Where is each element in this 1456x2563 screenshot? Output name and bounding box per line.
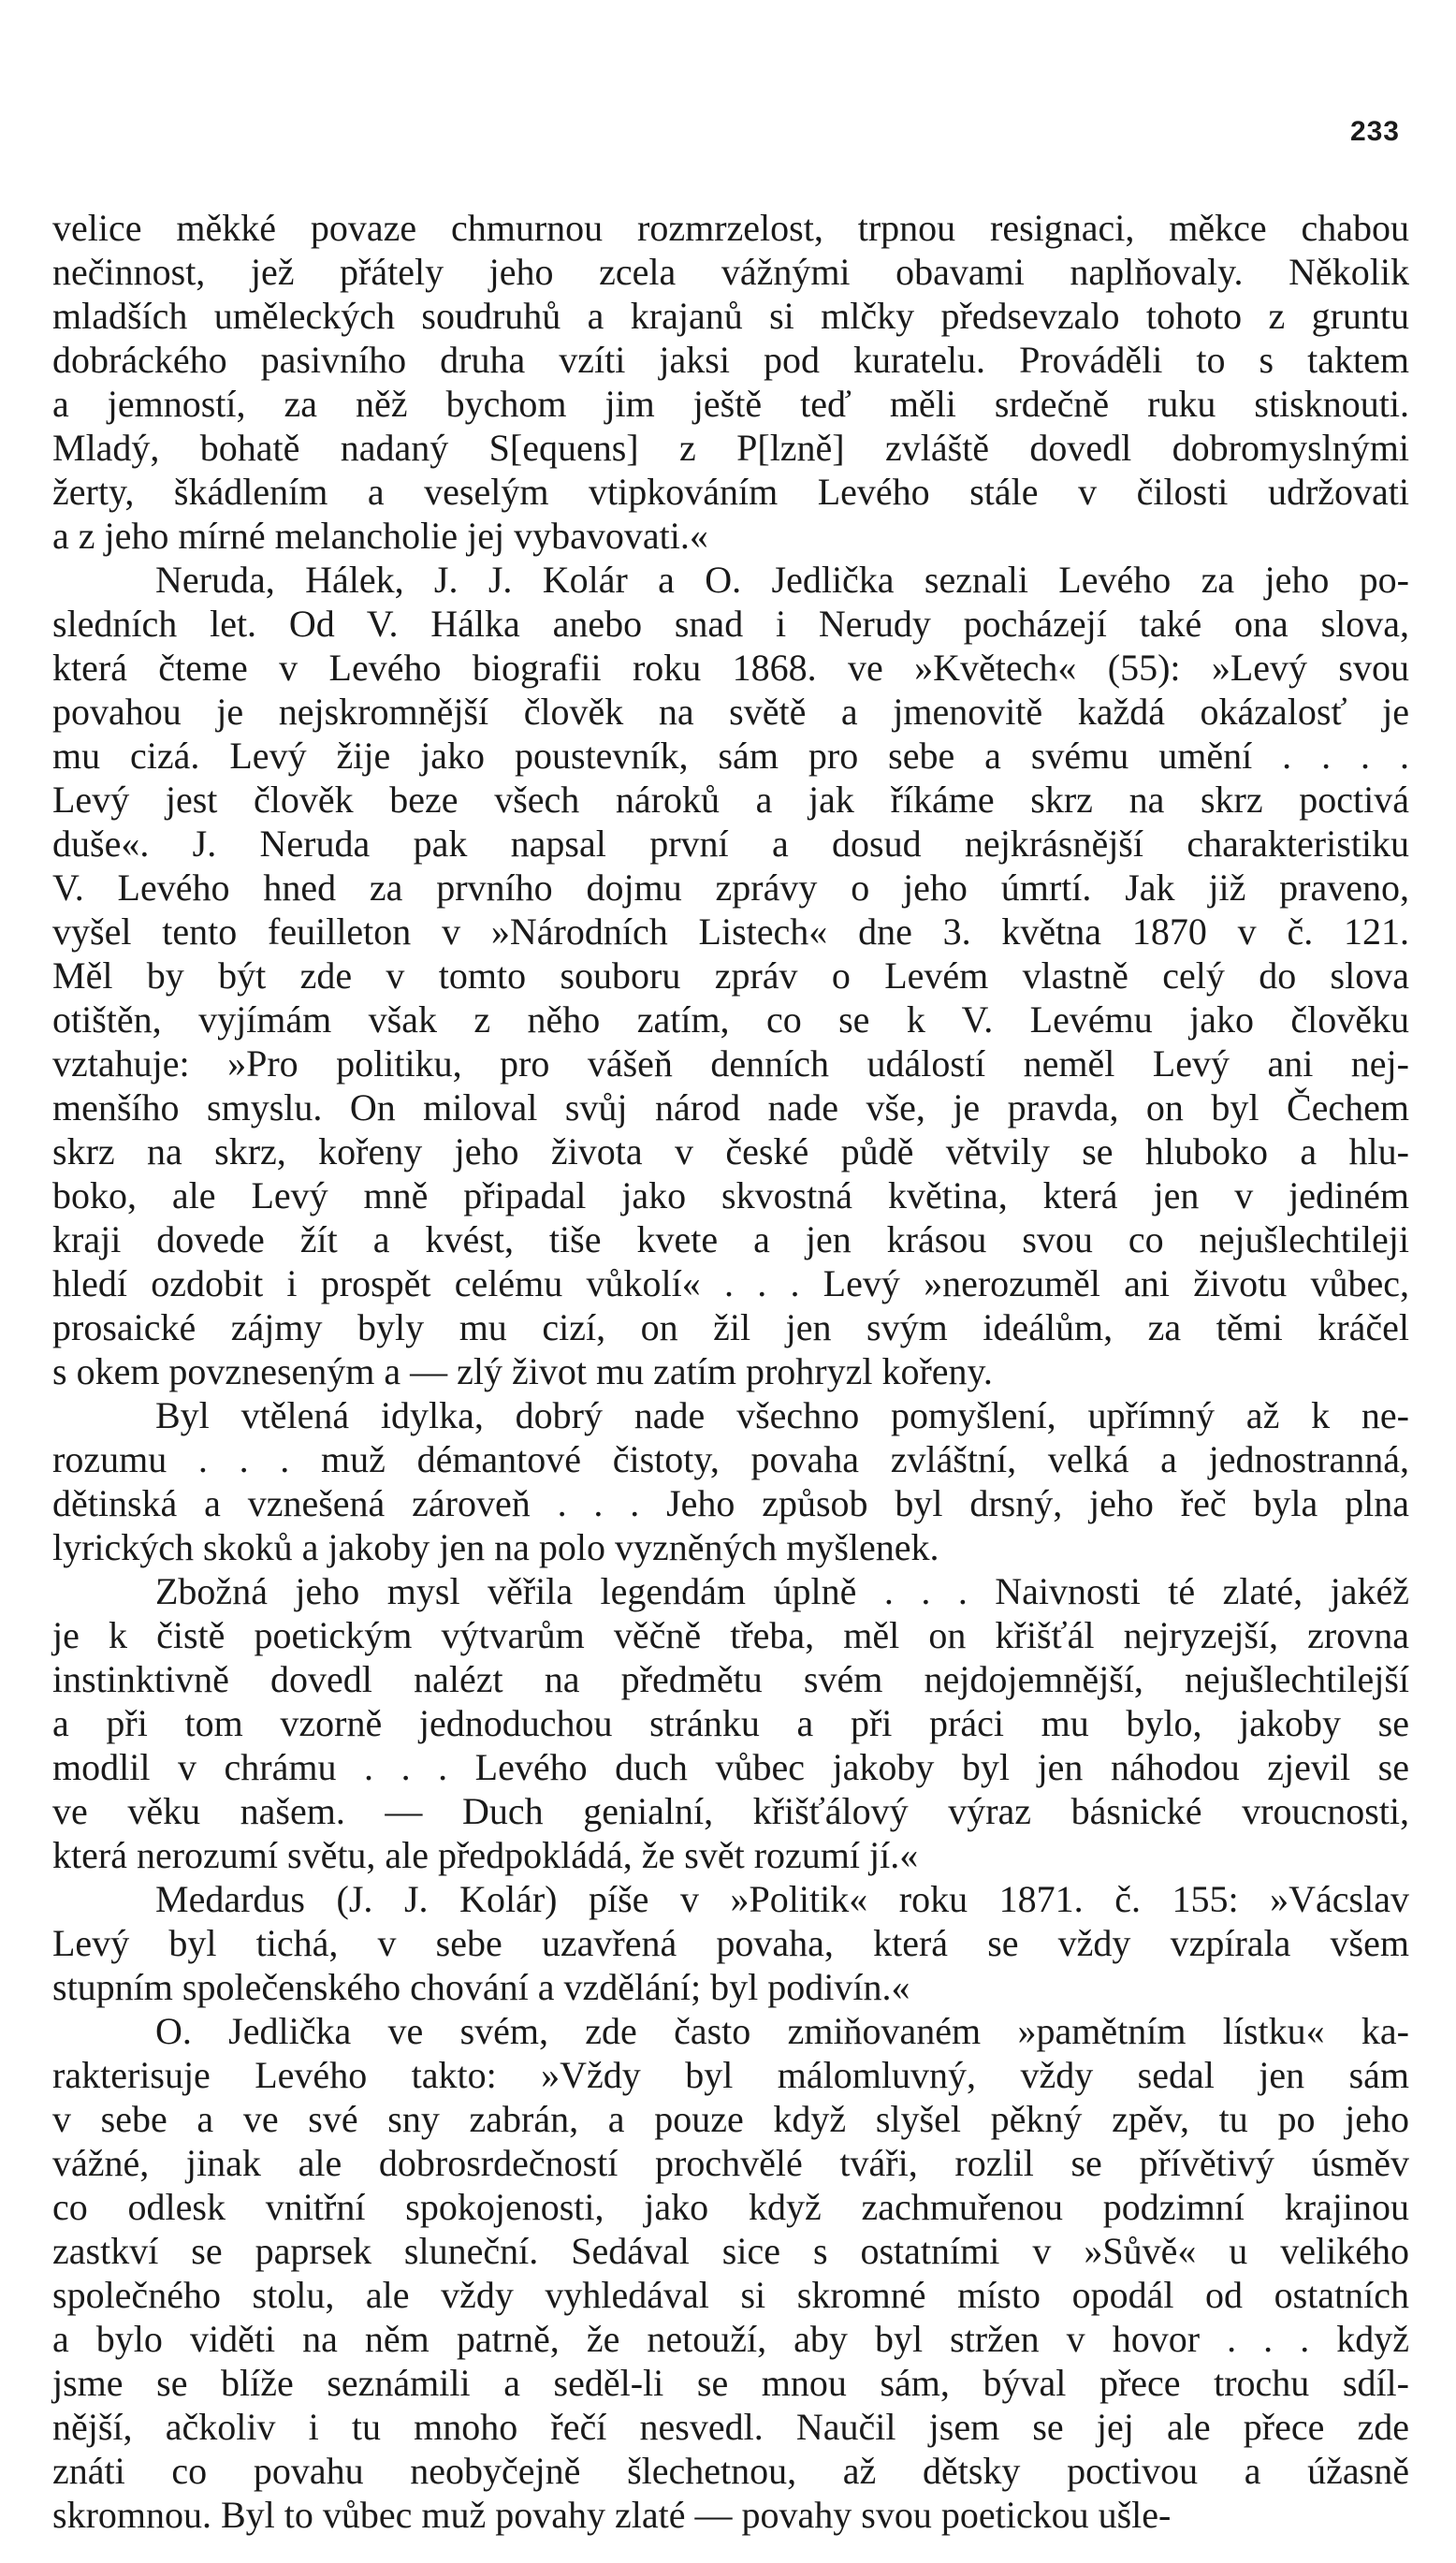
text-line: skrz na skrz, kořeny jeho života v české půdě větvily se hluboko a hlu- [52,1130,1409,1172]
text-line: Neruda, Hálek, J. J. Kolár a O. Jedlička seznali Levého za jeho po- [155,559,1409,601]
paragraph [52,1569,1409,1877]
text-line: dobráckého pasivního druha vzíti jaksi pod kuratelu. Prováděli to s taktem [52,339,1409,381]
text-line: zastkví se paprsek sluneční. Sedával sice s ostatními v »Sůvě« u velikého [52,2230,1409,2272]
text-line: vztahuje: »Pro politiku, pro vášeň denních událostí neměl Levý ani nej- [52,1042,1409,1085]
paragraph [52,558,1409,1393]
text-line: Byl vtělená idylka, dobrý nade všechno pomyšlení, upřímný až k ne- [155,1394,1409,1436]
text-line: menšího smyslu. On miloval svůj národ nade vše, je pravda, on byl Čechem [52,1086,1409,1129]
text-line: která nerozumí světu, ale předpokládá, že svět rozumí jí.« [52,1834,919,1876]
text-line: Levý jest člověk beze všech nároků a jak říkáme skrz na skrz poctivá [52,779,1409,821]
text-line: mladších uměleckých soudruhů a krajanů si mlčky předsevzalo tohoto z gruntu [52,295,1409,337]
text-line: mu cizá. Levý žije jako poustevník, sám pro sebe a svému umění . . . . [52,735,1409,777]
text-line: a z jeho mírné melancholie jej vybavovati.« [52,515,708,557]
text-line: jsme se blíže seznámili a seděl-li se mnou sám, býval přece trochu sdíl- [52,2362,1409,2404]
text-line: a bylo viděti na něm patrně, že netouží, aby byl stržen v hovor . . . když [52,2318,1409,2360]
text-line: Medardus (J. J. Kolár) píše v »Politik« roku 1871. č. 155: »Vácslav [155,1878,1409,1920]
text-line: Měl by být zde v tomto souboru zpráv o Levém vlastně celý do slova [52,954,1409,997]
text-line: a při tom vzorně jednoduchou stránku a při práci mu bylo, jakoby se [52,1702,1409,1744]
text-line: skromnou. Byl to vůbec muž povahy zlaté — povahy svou poetickou ušle- [52,2494,1172,2536]
text-line: velice měkké povaze chmurnou rozmrzelost, trpnou resignaci, měkce chabou [52,207,1409,249]
text-line: dětinská a vznešená zároveň . . . Jeho způsob byl drsný, jeho řeč byla plna [52,1482,1409,1524]
text-line: duše«. J. Neruda pak napsal první a dosud nejkrásnější charakteristiku [52,823,1409,865]
paragraph [52,2009,1409,2537]
text-line: v sebe a ve své sny zabrán, a pouze když slyšel pěkný zpěv, tu po jeho [52,2098,1409,2140]
text-line: je k čistě poetickým výtvarům věčně třeba, měl on křišťál nejryzejší, zrovna [52,1614,1409,1656]
text-line: s okem povzneseným a — zlý život mu zatím prohryzl kořeny. [52,1350,993,1392]
text-line: modlil v chrámu . . . Levého duch vůbec jakoby byl jen náhodou zjevil se [52,1746,1409,1788]
paragraph [52,206,1409,558]
text-line: nečinnost, jež přátely jeho zcela vážnými obavami naplňovaly. Několik [52,251,1409,293]
text-line: která čteme v Levého biografii roku 1868. ve »Květech« (55): »Levý svou [52,647,1409,689]
text-line: povahou je nejskromnější člověk na světě a jmenovitě každá okázalosť je [52,691,1409,733]
text-line: boko, ale Levý mně připadal jako skvostná květina, která jen v jediném [52,1174,1409,1216]
text-line: sledních let. Od V. Hálka anebo snad i Nerudy pocházejí také ona slova, [52,603,1409,645]
text-line: V. Levého hned za prvního dojmu zprávy o jeho úmrtí. Jak již praveno, [52,866,1409,909]
paragraph [52,1877,1409,2009]
paragraph [52,1393,1409,1569]
text-line: společného stolu, ale vždy vyhledával si skromné místo opodál od ostatních [52,2274,1409,2316]
text-line: Mladý, bohatě nadaný S[equens] z P[lzně] zvláště dovedl dobromyslnými [52,427,1409,469]
body-text [52,206,1409,2537]
page-number: 233 [1349,116,1400,147]
text-line: žerty, škádlením a veselým vtipkováním Levého stále v čilosti udržovati [52,471,1409,513]
text-line: Zbožná jeho mysl věřila legendám úplně . . . Naivnosti té zlaté, jakéž [155,1570,1409,1612]
text-line: instinktivně dovedl nalézt na předmětu svém nejdojemnější, nejušlechtilejší [52,1658,1409,1700]
text-line: a jemností, za něž bychom jim ještě teď měli srdečně ruku stisknouti. [52,383,1409,425]
text-line: kraji dovede žít a kvést, tiše kvete a jen krásou svou co nejušlechtileji [52,1218,1409,1260]
text-line: lyrických skoků a jakoby jen na polo vyzněných myšlenek. [52,1526,939,1568]
text-line: znáti co povahu neobyčejně šlechetnou, až dětsky poctivou a úžasně [52,2450,1409,2492]
text-line: otištěn, vyjímám však z něho zatím, co se k V. Levému jako člověku [52,998,1409,1041]
text-line: rozumu . . . muž démantové čistoty, povaha zvláštní, velká a jednostranná, [52,1438,1409,1480]
text-line: vážné, jinak ale dobrosrdečností prochvělé tváři, rozlil se přívětivý úsměv [52,2142,1409,2184]
text-line: nější, ačkoliv i tu mnoho řečí nesvedl. Naučil jsem se jej ale přece zde [52,2406,1409,2448]
text-line: ve věku našem. — Duch genialní, křišťálový výraz básnické vroucnosti, [52,1790,1409,1832]
text-line: vyšel tento feuilleton v »Národních Listech« dne 3. května 1870 v č. 121. [52,910,1409,953]
text-line: Levý byl tichá, v sebe uzavřená povaha, která se vždy vzpírala všem [52,1922,1409,1964]
text-line: prosaické zájmy byly mu cizí, on žil jen svým ideálům, za těmi kráčel [52,1306,1409,1348]
text-line: stupním společenského chování a vzdělání; byl podivín.« [52,1966,910,2008]
text-line: rakterisuje Levého takto: »Vždy byl málomluvný, vždy sedal jen sám [52,2054,1409,2096]
text-line: co odlesk vnitřní spokojenosti, jako když zachmuřenou podzimní krajinou [52,2186,1409,2228]
text-line: hledí ozdobit i prospět celému vůkolí« . . . Levý »nerozuměl ani životu vůbec, [52,1262,1409,1304]
text-line: O. Jedlička ve svém, zde často zmiňovaném »pamětním lístku« ka- [155,2010,1409,2052]
